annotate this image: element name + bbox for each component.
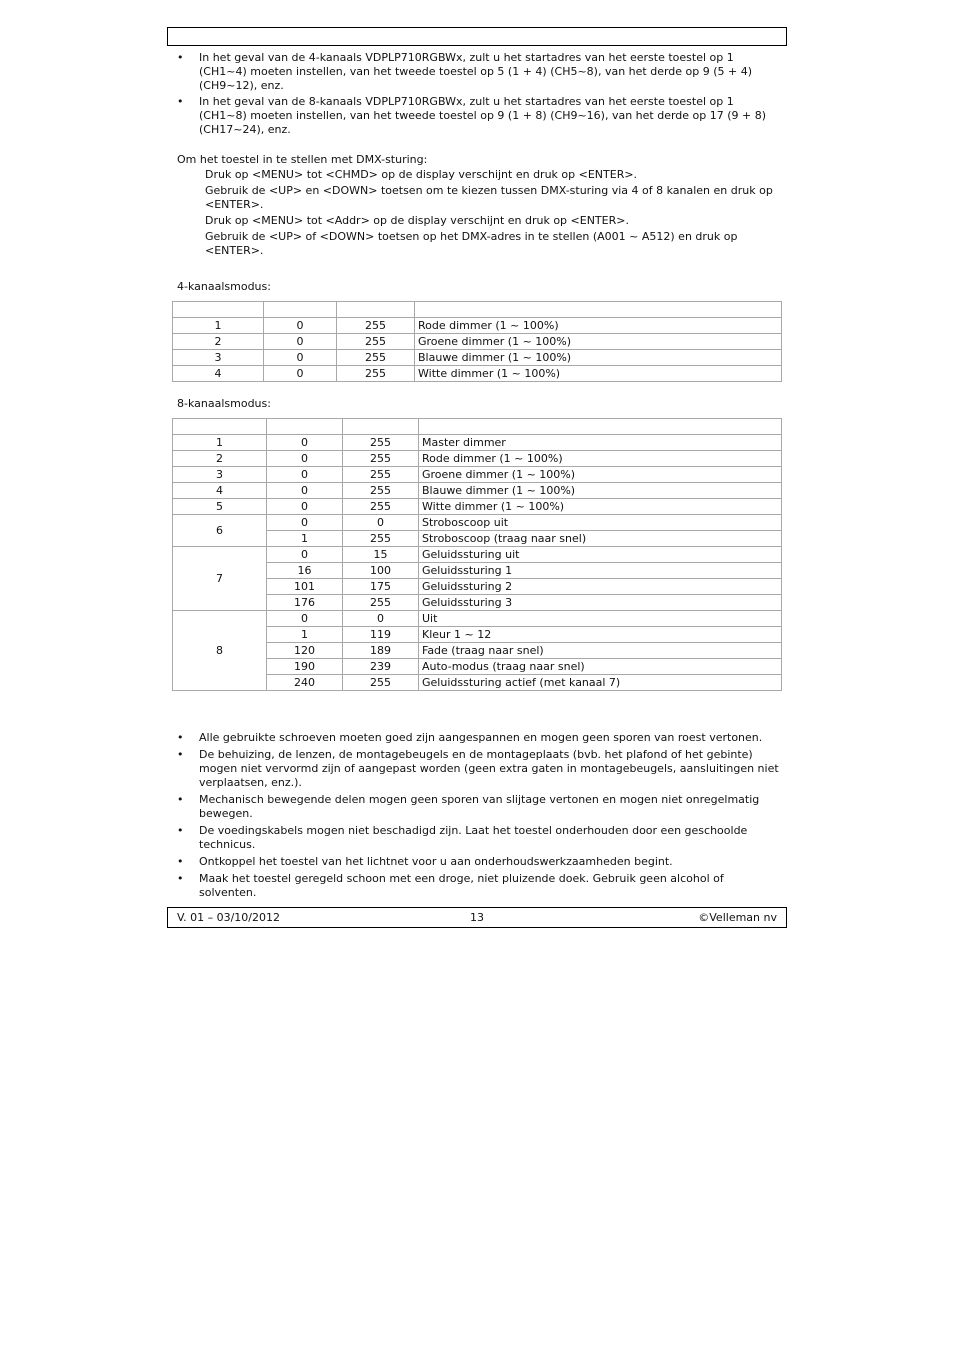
table-cell: 4 bbox=[173, 366, 264, 382]
bullet-icon: • bbox=[177, 51, 184, 64]
table-cell: 1 bbox=[267, 627, 343, 643]
table-cell: 0 bbox=[264, 318, 337, 334]
table-cell: 0 bbox=[264, 334, 337, 350]
table-cell: 255 bbox=[343, 675, 419, 691]
list-item bbox=[177, 731, 779, 745]
table-cell: 0 bbox=[267, 515, 343, 531]
table-cell bbox=[419, 419, 782, 435]
table-cell: 2 bbox=[173, 334, 264, 350]
mode4-table bbox=[172, 301, 782, 382]
channel-cell: 6 bbox=[173, 515, 267, 547]
bullet-icon: • bbox=[177, 824, 184, 837]
table-row bbox=[173, 547, 782, 563]
table-cell: Stroboscoop (traag naar snel) bbox=[419, 531, 782, 547]
table-row bbox=[173, 366, 782, 382]
table-cell: 0 bbox=[267, 483, 343, 499]
table-cell: 255 bbox=[343, 483, 419, 499]
dmx-setup-intro: Om het toestel in te stellen met DMX-sturing: bbox=[177, 153, 428, 166]
table-cell: Fade (traag naar snel) bbox=[419, 643, 782, 659]
table-cell: Kleur 1 ~ 12 bbox=[419, 627, 782, 643]
table-cell bbox=[173, 419, 267, 435]
channel-cell: 8 bbox=[173, 611, 267, 691]
table-cell: Blauwe dimmer (1 ~ 100%) bbox=[419, 483, 782, 499]
table-cell: 176 bbox=[267, 595, 343, 611]
table-cell: 5 bbox=[173, 499, 267, 515]
table-row bbox=[173, 611, 782, 627]
footer-version: V. 01 – 03/10/2012 bbox=[177, 911, 280, 924]
table-cell: 255 bbox=[337, 318, 415, 334]
table-cell: 255 bbox=[337, 350, 415, 366]
table-row bbox=[173, 499, 782, 515]
bullet-icon: • bbox=[177, 95, 184, 108]
list-item bbox=[177, 793, 779, 821]
dmx-setup-steps bbox=[205, 168, 779, 260]
table-row bbox=[173, 483, 782, 499]
table-cell: 189 bbox=[343, 643, 419, 659]
table-cell: 119 bbox=[343, 627, 419, 643]
bullet-text: De behuizing, de lenzen, de montagebeugels en de montageplaats (bvb. het plafond of het gebinte) mogen niet vervormd zijn of aangepast worden (geen extra gaten in montagebeugels, aansluitingen niet verplaatsen, enz.). bbox=[199, 748, 779, 789]
table-cell: 4 bbox=[173, 483, 267, 499]
table-cell: Stroboscoop uit bbox=[419, 515, 782, 531]
channel-cell: 7 bbox=[173, 547, 267, 611]
bullet-text: Ontkoppel het toestel van het lichtnet voor u aan onderhoudswerkzaamheden begint. bbox=[199, 855, 673, 868]
table-row bbox=[173, 451, 782, 467]
table-cell: Geluidssturing actief (met kanaal 7) bbox=[419, 675, 782, 691]
page-number: 13 bbox=[470, 911, 484, 924]
table-cell bbox=[415, 302, 782, 318]
header-box bbox=[167, 27, 787, 46]
table-header-row bbox=[173, 302, 782, 318]
table-cell: 255 bbox=[337, 366, 415, 382]
table-cell: 2 bbox=[173, 451, 267, 467]
table-cell: 0 bbox=[267, 467, 343, 483]
table-cell: Geluidssturing uit bbox=[419, 547, 782, 563]
list-item bbox=[177, 95, 779, 137]
table-cell bbox=[264, 302, 337, 318]
bullet-icon: • bbox=[177, 872, 184, 885]
table-cell: 0 bbox=[267, 499, 343, 515]
table-cell: 100 bbox=[343, 563, 419, 579]
table-cell: Blauwe dimmer (1 ~ 100%) bbox=[415, 350, 782, 366]
intro-bullet-list bbox=[177, 51, 779, 139]
mode8-table bbox=[172, 418, 782, 691]
table-row bbox=[173, 350, 782, 366]
table-cell: 255 bbox=[343, 451, 419, 467]
table-cell: 239 bbox=[343, 659, 419, 675]
list-item bbox=[177, 748, 779, 790]
table-cell: Groene dimmer (1 ~ 100%) bbox=[415, 334, 782, 350]
table-row bbox=[173, 467, 782, 483]
table-row bbox=[173, 435, 782, 451]
table-cell: 0 bbox=[343, 515, 419, 531]
bullet-icon: • bbox=[177, 855, 184, 868]
setup-step: Druk op <MENU> tot <Addr> op de display verschijnt en druk op <ENTER>. bbox=[205, 214, 629, 227]
table-cell: Uit bbox=[419, 611, 782, 627]
table-cell: 0 bbox=[267, 611, 343, 627]
footer bbox=[167, 907, 787, 928]
table-cell: 255 bbox=[337, 334, 415, 350]
mode8-label: 8-kanaalsmodus: bbox=[177, 397, 271, 410]
table-cell: 1 bbox=[173, 435, 267, 451]
table-cell: Groene dimmer (1 ~ 100%) bbox=[419, 467, 782, 483]
table-row bbox=[173, 334, 782, 350]
table-cell: 190 bbox=[267, 659, 343, 675]
table-cell: 1 bbox=[267, 531, 343, 547]
table-cell: Master dimmer bbox=[419, 435, 782, 451]
table-cell: 0 bbox=[267, 547, 343, 563]
table-cell: 0 bbox=[264, 366, 337, 382]
table-cell bbox=[267, 419, 343, 435]
table-cell: 240 bbox=[267, 675, 343, 691]
bullet-text: Mechanisch bewegende delen mogen geen sporen van slijtage vertonen en mogen niet onregelmatig bewegen. bbox=[199, 793, 760, 820]
table-row bbox=[173, 515, 782, 531]
bullet-icon: • bbox=[177, 793, 184, 806]
bullet-text: Maak het toestel geregeld schoon met een droge, niet pluizende doek. Gebruik geen alcohol of solventen. bbox=[199, 872, 724, 899]
bullet-text: In het geval van de 8-kanaals VDPLP710RGBWx, zult u het startadres van het eerste toestel op 1 (CH1~8) moeten instellen, van het tweede toestel op 9 (1 + 8) (CH9~16), van het derde op 17 (9 + 8) (CH17~24), enz. bbox=[199, 95, 767, 136]
table-cell: Geluidssturing 3 bbox=[419, 595, 782, 611]
table-cell: Geluidssturing 1 bbox=[419, 563, 782, 579]
table-cell: 1 bbox=[173, 318, 264, 334]
table-cell: 3 bbox=[173, 350, 264, 366]
table-cell: Witte dimmer (1 ~ 100%) bbox=[419, 499, 782, 515]
bullet-text: Alle gebruikte schroeven moeten goed zijn aangespannen en mogen geen sporen van roest vertonen. bbox=[199, 731, 763, 744]
table-cell: 0 bbox=[264, 350, 337, 366]
footer-copyright: ©Velleman nv bbox=[698, 911, 777, 924]
table-cell: Rode dimmer (1 ~ 100%) bbox=[415, 318, 782, 334]
table-cell: 255 bbox=[343, 467, 419, 483]
table-cell: 255 bbox=[343, 595, 419, 611]
table-cell: 175 bbox=[343, 579, 419, 595]
bullet-icon: • bbox=[177, 748, 184, 761]
table-cell: 255 bbox=[343, 531, 419, 547]
list-item bbox=[177, 51, 779, 93]
table-cell: 0 bbox=[343, 611, 419, 627]
table-cell: Auto-modus (traag naar snel) bbox=[419, 659, 782, 675]
setup-step: Gebruik de <UP> en <DOWN> toetsen om te kiezen tussen DMX-sturing via 4 of 8 kanalen en druk op <ENTER>. bbox=[205, 184, 773, 211]
table-cell: 15 bbox=[343, 547, 419, 563]
table-cell bbox=[173, 302, 264, 318]
mode4-label: 4-kanaalsmodus: bbox=[177, 280, 271, 293]
table-cell: 0 bbox=[267, 435, 343, 451]
table-cell: 16 bbox=[267, 563, 343, 579]
table-cell: 0 bbox=[267, 451, 343, 467]
setup-step: Druk op <MENU> tot <CHMD> op de display verschijnt en druk op <ENTER>. bbox=[205, 168, 638, 181]
table-cell: 101 bbox=[267, 579, 343, 595]
table-cell bbox=[337, 302, 415, 318]
table-cell: Rode dimmer (1 ~ 100%) bbox=[419, 451, 782, 467]
table-row bbox=[173, 318, 782, 334]
bullet-icon: • bbox=[177, 731, 184, 744]
bullet-text: In het geval van de 4-kanaals VDPLP710RGBWx, zult u het startadres van het eerste toestel op 1 (CH1~4) moeten instellen, van het tweede toestel op 5 (1 + 4) (CH5~8), van het derde op 9 (5 + 4) (CH9~12), enz. bbox=[199, 51, 753, 92]
table-cell: 120 bbox=[267, 643, 343, 659]
table-cell: 3 bbox=[173, 467, 267, 483]
setup-step: Gebruik de <UP> of <DOWN> toetsen op het DMX-adres in te stellen (A001 ~ A512) en druk op <ENTER>. bbox=[205, 230, 738, 257]
maintenance-bullet-list bbox=[177, 731, 779, 903]
list-item bbox=[177, 872, 779, 900]
table-cell: 255 bbox=[343, 435, 419, 451]
table-cell bbox=[343, 419, 419, 435]
list-item bbox=[177, 855, 779, 869]
list-item bbox=[177, 824, 779, 852]
table-cell: Witte dimmer (1 ~ 100%) bbox=[415, 366, 782, 382]
bullet-text: De voedingskabels mogen niet beschadigd zijn. Laat het toestel onderhouden door een geschoolde technicus. bbox=[199, 824, 748, 851]
table-cell: 255 bbox=[343, 499, 419, 515]
table-header-row bbox=[173, 419, 782, 435]
table-cell: Geluidssturing 2 bbox=[419, 579, 782, 595]
